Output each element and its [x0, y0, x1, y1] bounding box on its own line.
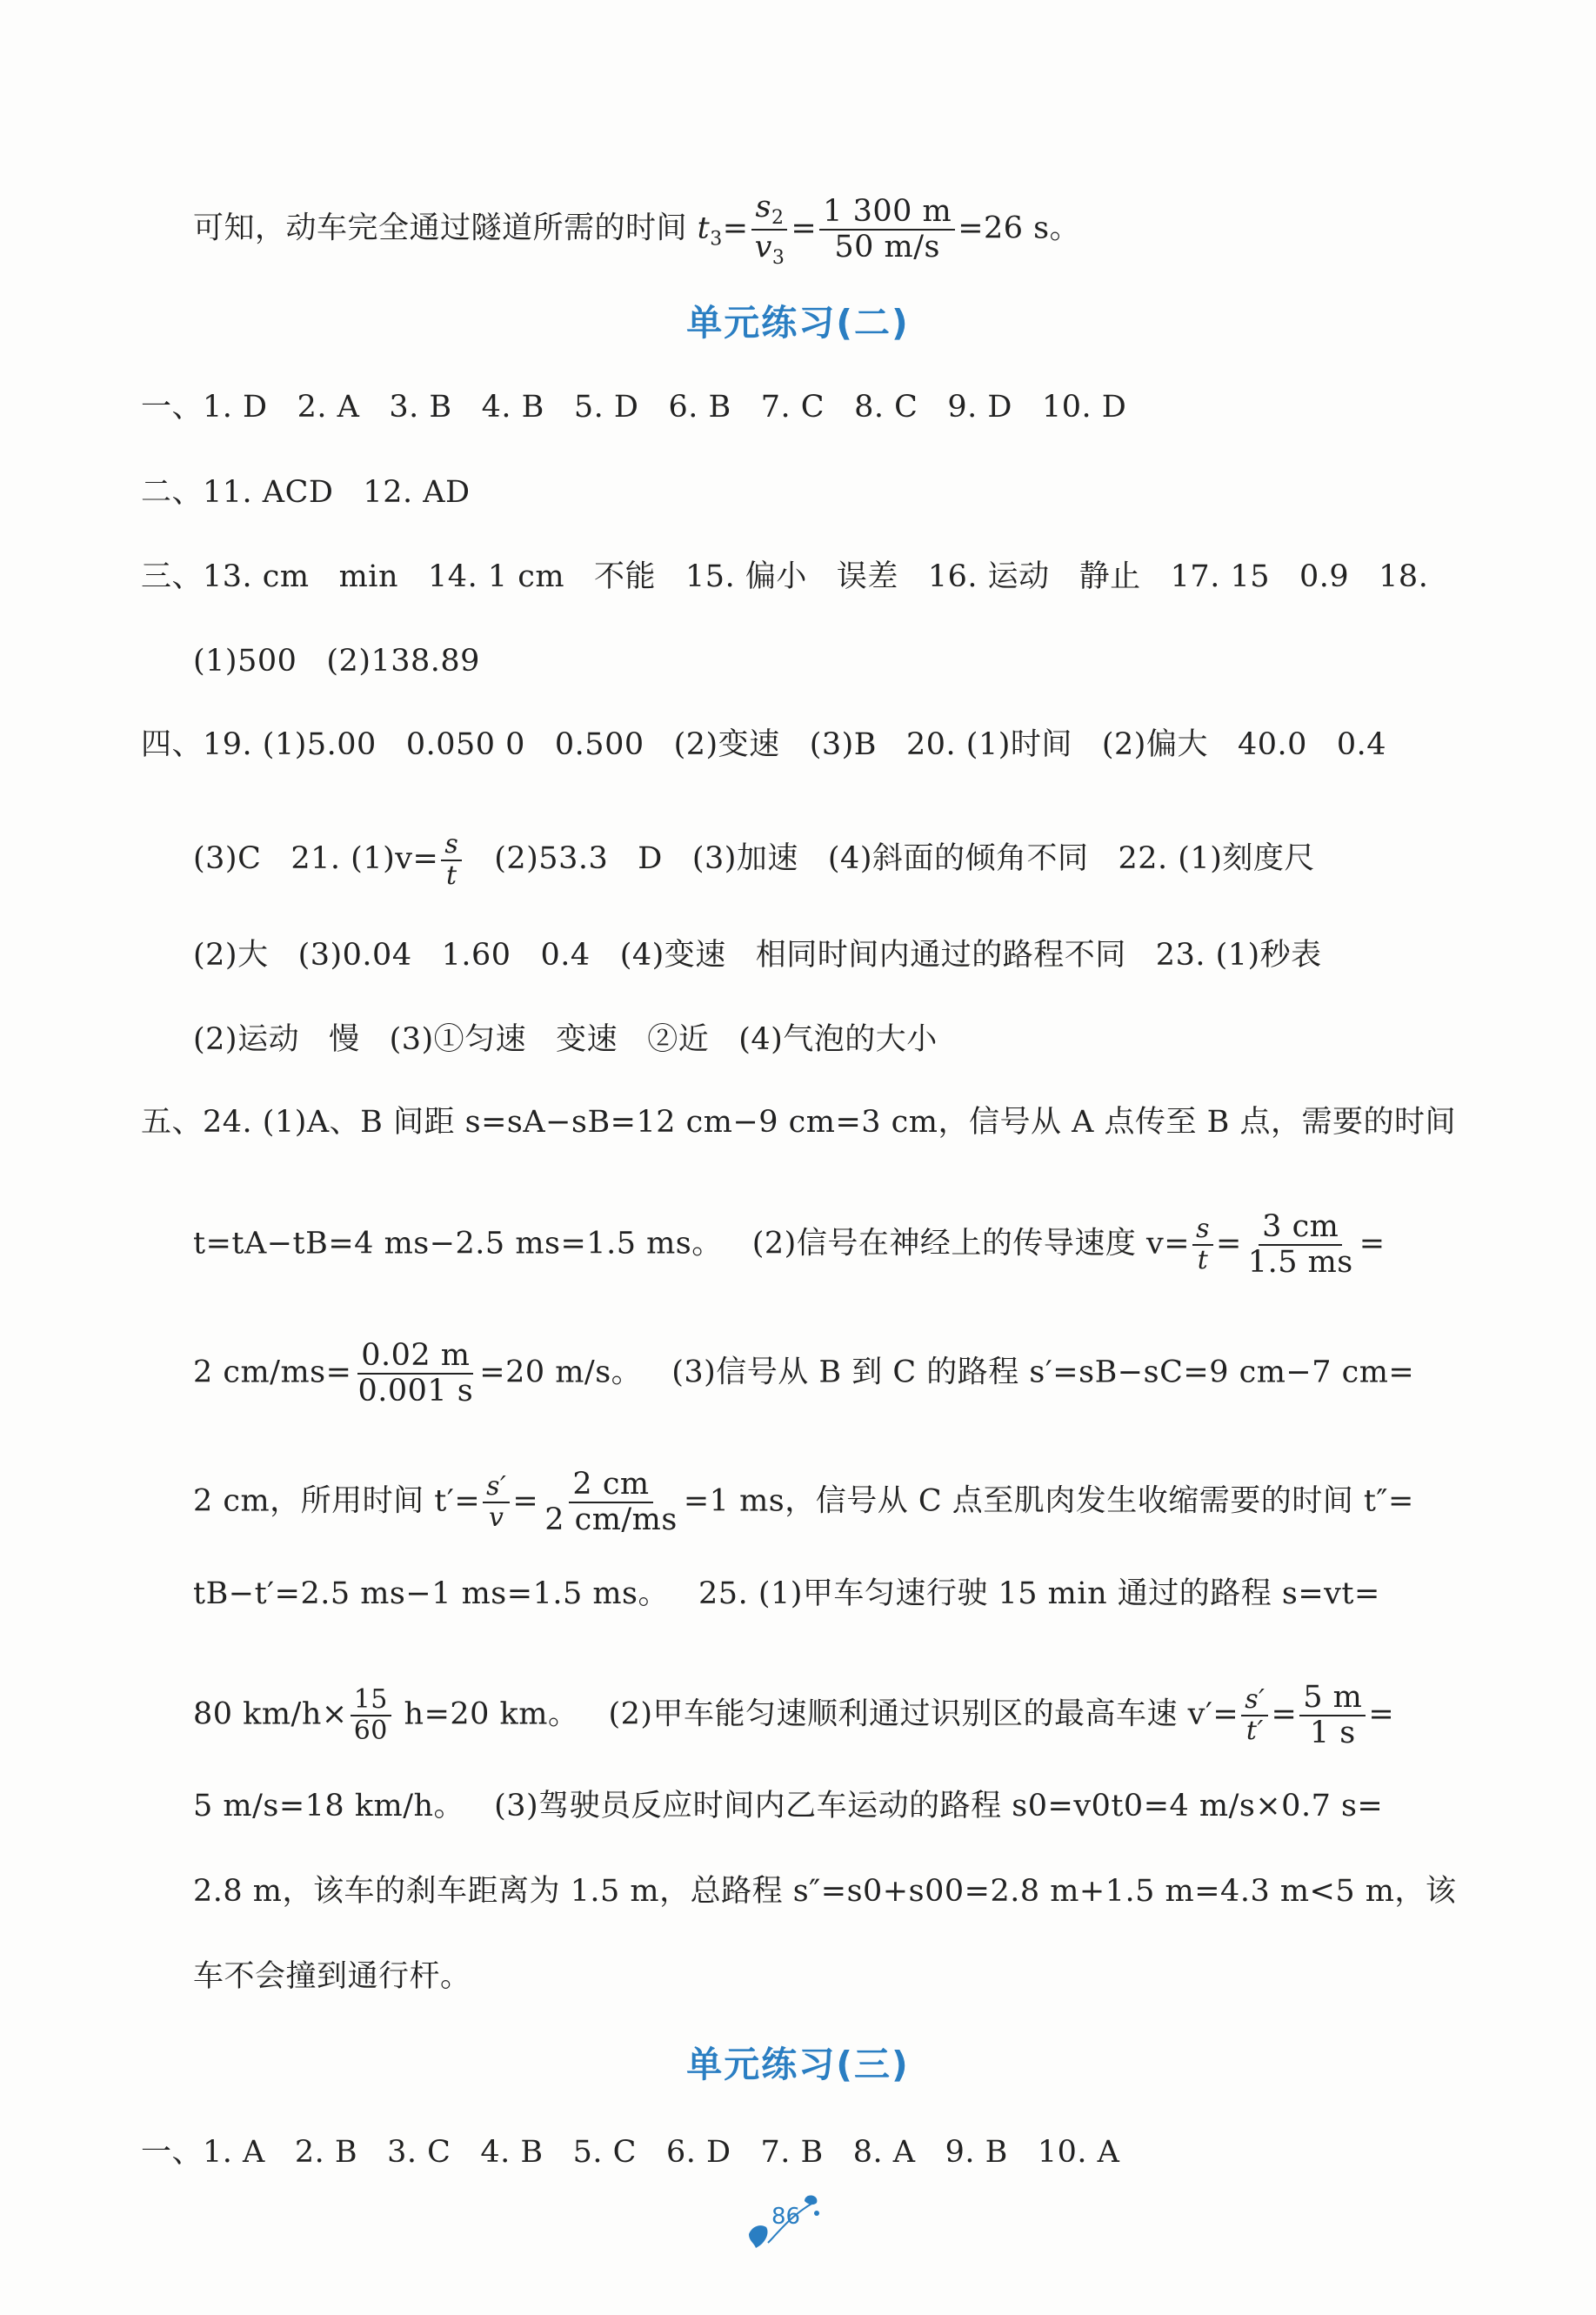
- answer-row-4-l2: (3)C 21. (1)v= $\frac{s}{t}$ (2)53.3 D (3)加速 (4)斜面的倾角不同 22. (1)刻度尺: [193, 829, 1315, 891]
- answer-row-5-l4: 2 cm，所用时间 t′= $\frac{s'}{v}$ = $\frac{2 cm}{2 cm/ms}$ =1 ms，信号从 C 点至肌肉发生收缩需要的时间 t″=: [193, 1467, 1414, 1537]
- fraction: $\frac{2 cm}{2 cm/ms}$: [544, 1467, 678, 1537]
- fraction: $\frac{3 cm}{1.5 ms}$: [1247, 1209, 1353, 1280]
- answer-row-2: 二、11. ACD 12. AD: [141, 475, 471, 510]
- fraction: $\frac{5 m}{1 s}$: [1299, 1682, 1366, 1750]
- fraction: $\frac{15}{60}$: [351, 1686, 391, 1744]
- section-title: 单元练习(二): [686, 302, 910, 344]
- answer-row-5-l3: 2 cm/ms= $\frac{0.02 m}{0.001 s}$ =20 m/s。 (3)信号从 B 到 C 的路程 s′=sB−sC=9 cm−7 cm=: [193, 1338, 1415, 1408]
- answer-row-5-l6: 80 km/h× $\frac{15}{60}$ h=20 km。 (2)甲车能匀速顺利通过识别区的最高车速 v′= $\frac{s'}{t'}$ = $\frac{5 m}{1 s}$ =: [193, 1680, 1395, 1750]
- fraction: $\frac{s}{t}$: [441, 831, 462, 889]
- answer-row-4: 四、19. (1)5.00 0.050 0 0.500 (2)变速 (3)B 20. (1)时间 (2)偏大 40.0 0.4: [141, 727, 1387, 762]
- answer-row-3-cont: (1)500 (2)138.89: [193, 644, 480, 679]
- answer-row-5-l5: tB−t′=2.5 ms−1 ms=1.5 ms。 25. (1)甲车匀速行驶 15 min 通过的路程 s=vt=: [193, 1576, 1380, 1611]
- answer-row-3: 三、13. cm min 14. 1 cm 不能 15. 偏小 误差 16. 运动 静止 17. 15 0.9 18.: [141, 559, 1429, 594]
- fraction: $\frac{1 300 m}{50 m/s}$: [819, 196, 955, 264]
- fraction: $\frac{0.02 m}{0.001 s}$: [357, 1338, 474, 1408]
- answer-row-5-l2: t=tA−tB=4 ms−2.5 ms=1.5 ms。 (2)信号在神经上的传导速度 v= $\frac{s}{t}$ = $\frac{3 cm}{1.5 ms}$ =: [193, 1209, 1386, 1280]
- intro-line: 可知，动车完全通过隧道所需的时间 $t_3=$ $\frac{s_2}{v_3}$ = $\frac{1 300 m}{50 m/s}$ =26 s。: [193, 190, 1081, 270]
- answer-row-4-l3: (2)大 (3)0.04 1.60 0.4 (4)变速 相同时间内通过的路程不同 23. (1)秒表: [193, 938, 1322, 973]
- answer-row-1: 一、1. D 2. A 3. B 4. B 5. D 6. B 7. C 8. C 9. D 10. D: [141, 390, 1127, 425]
- page-number: 86: [744, 2191, 826, 2258]
- answer-row-5-l8: 2.8 m，该车的刹车距离为 1.5 m，总路程 s″=s0+s00=2.8 m+1.5 m=4.3 m<5 m，该: [193, 1874, 1457, 1909]
- fraction: $\frac{s'}{t'}$: [1241, 1686, 1268, 1744]
- fraction: $\frac{s_2}{v_3}$: [751, 191, 789, 268]
- fraction: $\frac{s}{t}$: [1192, 1215, 1213, 1274]
- fraction: $\frac{s'}{v}$: [483, 1473, 510, 1531]
- answer-row-s3-1: 一、1. A 2. B 3. C 4. B 5. C 6. D 7. B 8. A 9. B 10. A: [141, 2135, 1120, 2170]
- answer-row-5-l9: 车不会撞到通行杆。: [193, 1959, 471, 1994]
- answer-row-5: 五、24. (1)A、B 间距 s=sA−sB=12 cm−9 cm=3 cm，信号从 A 点传至 B 点，需要的时间: [141, 1105, 1456, 1140]
- answer-row-4-l4: (2)运动 慢 (3)①匀速 变速 ②近 (4)气泡的大小: [193, 1022, 938, 1057]
- section-title: 单元练习(三): [686, 2044, 910, 2085]
- answer-row-5-l7: 5 m/s=18 km/h。 (3)驾驶员反应时间内乙车运动的路程 s0=v0t0=4 m/s×0.7 s=: [193, 1789, 1384, 1823]
